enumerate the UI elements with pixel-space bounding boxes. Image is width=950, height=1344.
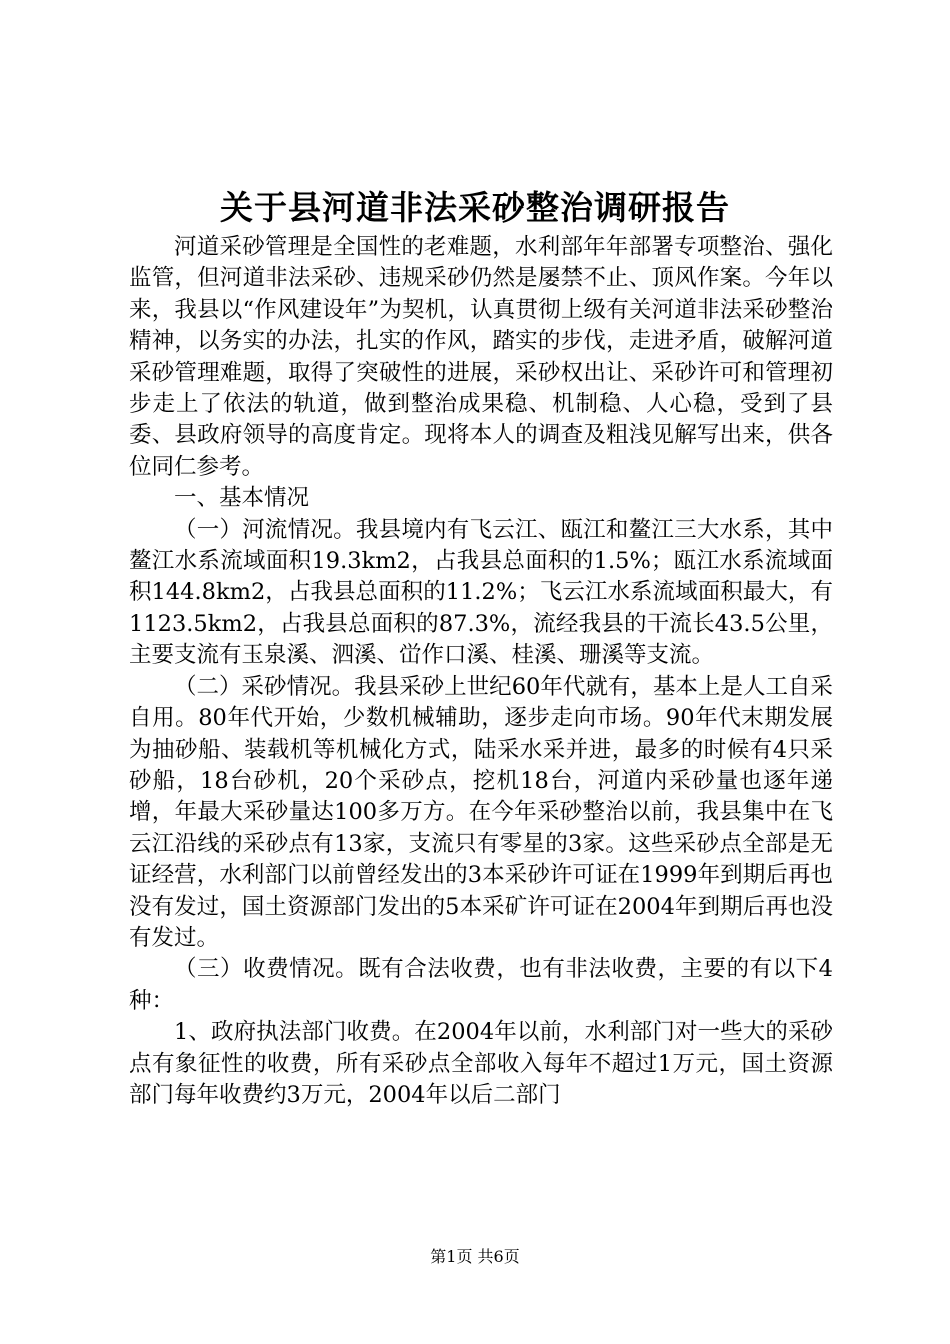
government-fees-paragraph: 1、政府执法部门收费。在2004年以前，水利部门对一些大的采砂点有象征性的收费，所有采砂点全部收入每年不超过1万元，国土资源部门每年收费约3万元，2004年以后二部门: [129, 1019, 833, 1108]
page-footer: 第1页 共6页: [430, 1247, 520, 1266]
river-paragraph: （一）河流情况。我县境内有飞云江、瓯江和鳌江三大水系，其中鳌江水系流域面积19.3km2，占我县总面积的1.5%；瓯江水系流域面积144.8km2，占我县总面积的11.2%；飞云江水系流域面积最大，有1123.5km2，占我县总面积的87.3%，流经我县的干流长43.5公里，主要支流有玉泉溪、泗溪、峃作口溪、桂溪、珊溪等支流。: [129, 516, 833, 669]
intro-paragraph: 河道采砂管理是全国性的老难题，水利部年年部署专项整治、强化监管，但河道非法采砂、违规采砂仍然是屡禁不止、顶风作案。今年以来，我县以“作风建设年”为契机，认真贯彻上级有关河道非法采砂整治精神，以务实的办法，扎实的作风，踏实的步伐，走进矛盾，破解河道采砂管理难题，取得了突破性的进展，采砂权出让、采砂许可和管理初步走上了依法的轨道，做到整治成果稳、机制稳、人心稳，受到了县委、县政府领导的高度肯定。现将本人的调查及粗浅见解写出来，供各位同仁参考。: [129, 234, 833, 480]
fees-paragraph: （三）收费情况。既有合法收费，也有非法收费，主要的有以下4种：: [129, 956, 833, 1014]
document-body: [129, 232, 833, 1111]
document-title: 关于县河道非法采砂整治调研报告: [220, 188, 730, 227]
sand-mining-paragraph: （二）采砂情况。我县采砂上世纪60年代就有，基本上是人工自采自用。80年代开始，少数机械辅助，逐步走向市场。90年代末期发展为抽砂船、装载机等机械化方式，陆采水采并进，最多的时候有4只采砂船，18台砂机，20个采砂点，挖机18台，河道内采砂量也逐年递增，年最大采砂量达100多万方。在今年采砂整治以前，我县集中在飞云江沿线的采砂点有13家，支流只有零星的3家。这些采砂点全部是无证经营，水利部门以前曾经发出的3本采砂许可证在1999年到期后再也没有发过，国土资源部门发出的5本采矿许可证在2004年到期后再也没有发过。: [129, 673, 833, 951]
section-heading-basic: 一、基本情况: [174, 485, 310, 512]
